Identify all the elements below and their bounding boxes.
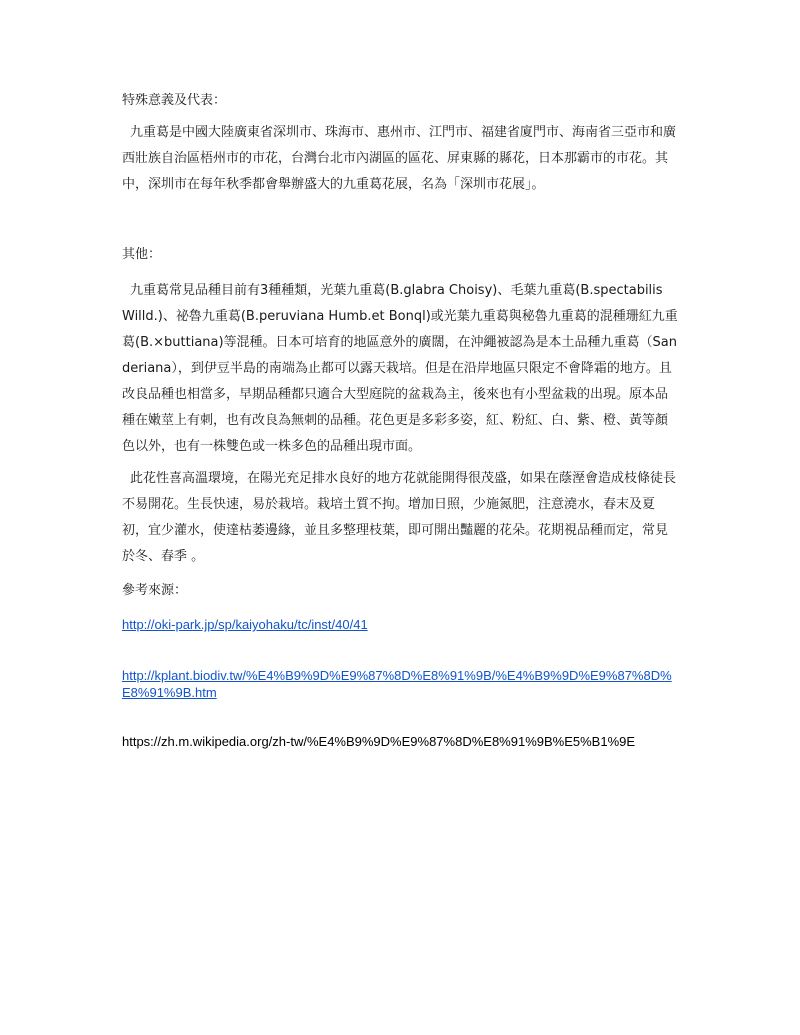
document-page	[122, 92, 678, 750]
other-heading: 其他：	[122, 247, 162, 262]
special-meaning-heading: 特殊意義及代表：	[122, 93, 227, 108]
reference-url-wikipedia: https://zh.m.wikipedia.org/zh-tw/%E4%B9%9D%E9%87%8D%E8%91%9B%E5%B1%9E	[122, 734, 636, 749]
other-paragraph-cultivation: 此花性喜高溫環境，在陽光充足排水良好的地方花就能開得很茂盛，如果在蔭溼會造成枝條徒長不易開花。生長快速，易於栽培。栽培土質不拘。增加日照，少施氮肥，注意澆水，春末及夏初，宜少灌水，使達枯萎邊緣，並且多整理枝葉，即可開出豔麗的花朵。花期視品種而定，常見於冬、春季 。	[122, 471, 677, 564]
references-heading: 參考來源：	[122, 583, 188, 598]
special-meaning-paragraph: 九重葛是中國大陸廣東省深圳市、珠海市、惠州市、江門市、福建省廈門市、海南省三亞市和廣西壯族自治區梧州市的市花，台灣台北市內湖區的區花、屏東縣的縣花，日本那霸市的市花。其中，深圳市在每年秋季都會舉辦盛大的九重葛花展，名為「深圳市花展」。	[122, 125, 677, 192]
reference-link-oki-park[interactable]: http://oki-park.jp/sp/kaiyohaku/tc/inst/40/41	[122, 617, 368, 632]
other-paragraph-varieties: 九重葛常見品種目前有3種種類，光葉九重葛(B.glabra Choisy)、毛葉九重葛(B.spectabilis Willd.)、祕魯九重葛(B.peruviana Humb.et Bonql)或光葉九重葛與秘魯九重葛的混種珊紅九重葛(B.×buttiana)等混種。日本可培育的地區意外的廣闊，在沖繩被認為是本土品種九重葛（Sanderiana），到伊豆半島的南端為止都可以露天栽培。但是在沿岸地區只限定不會降霜的地方。且改良品種也相當多，早期品種都只適合大型庭院的盆栽為主，後來也有小型盆栽的出現。原本品種在嫩莖上有刺，也有改良為無刺的品種。花色更是多彩多姿，紅、粉紅、白、紫、橙、黃等顏色以外，也有一株雙色或一株多色的品種出現市面。	[122, 283, 678, 454]
reference-link-kplant[interactable]: http://kplant.biodiv.tw/%E4%B9%9D%E9%87%8D%E8%91%9B/%E4%B9%9D%E9%87%8D%E8%91%9B.htm	[122, 668, 672, 700]
